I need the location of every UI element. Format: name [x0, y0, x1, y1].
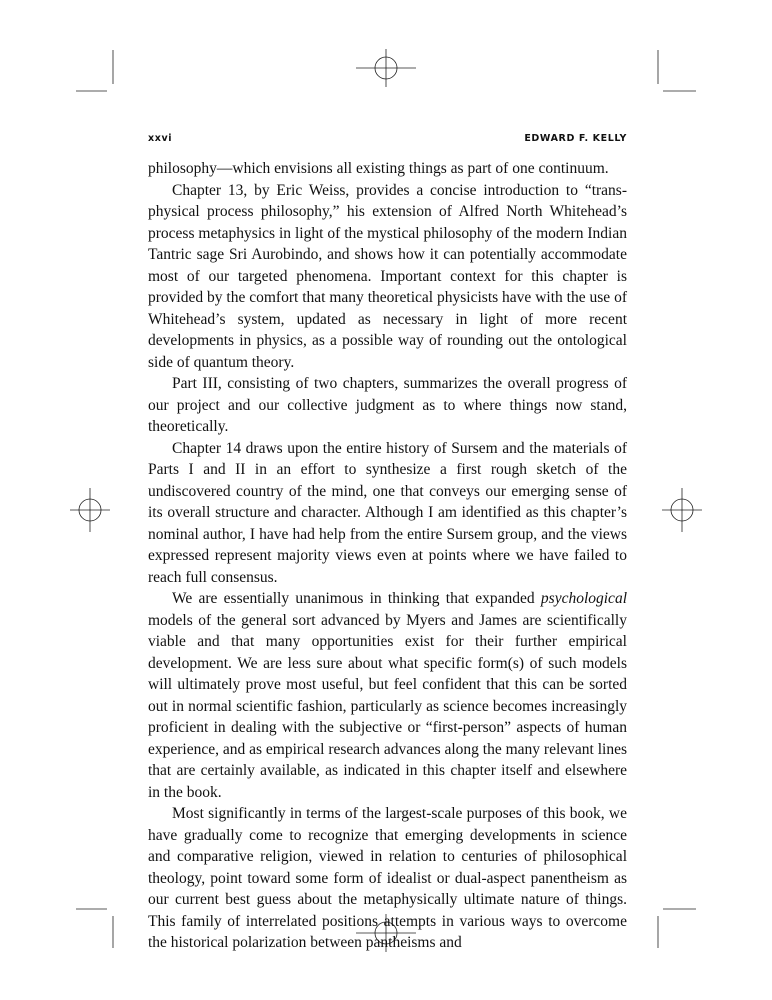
running-head [148, 133, 627, 149]
paragraph: Part III, consisting of two chapters, summarizes the overall progress of our project and our collective judgment as to where things now stand, theoretically. [148, 375, 627, 435]
paragraph: Chapter 14 draws upon the entire history of Sursem and the materials of Parts I and II in an effort to synthesize a first rough sketch of the undiscovered country of the mind, one that conveys our emerging sense of its overall structure and character. Although I am identified as this chapter’s nominal author, I have had help from the entire Sursem group, and the views expressed represent majority views even at points where we have failed to reach full consensus. [148, 439, 627, 586]
emphasized-word: psychological [540, 590, 627, 607]
paragraph [148, 588, 627, 803]
page-number: xxvi [148, 133, 173, 144]
paragraph: Chapter 13, by Eric Weiss, provides a concise introduction to “transphysical process philosophy,” his extension of Alfred North Whitehead’s process metaphysics in light of the mystical philosophy of the modern Indian Tantric sage Sri Aurobindo, and shows how it can potentially accommodate most of our targeted phenomena. Important context for this chapter is provided by the comfort that many theoretical physicists have with the use of Whitehead’s system, updated as necessary in light of more recent developments in physics, as a possible way of rounding out the ontological side of quantum theory. [148, 181, 627, 371]
body-text [148, 158, 627, 954]
registration-mark-left [70, 488, 110, 532]
paragraph-text: We are essentially unanimous in thinking that expanded [172, 590, 541, 607]
running-head-author: EDWARD F. KELLY [524, 133, 627, 144]
paragraph: philosophy—which envisions all existing things as part of one continuum. [148, 160, 609, 177]
paragraph: Most significantly in terms of the largest-scale purposes of this book, we have gradually come to recognize that emerging developments in science and comparative religion, viewed in relation to centuries of philosophical theology, point toward some form of idealist or dual-aspect panentheism as our current best guess about the metaphysically ultimate nature of things. This family of interrelated positions attempts in various ways to overcome the historical polarization between pantheisms and [148, 805, 627, 951]
paragraph-text: models of the general sort advanced by Myers and James are scientifically viable and that many opportunities exist for their further empirical development. We are less sure about what specific form(s) of such models will ultimately prove most useful, but feel confident that this can be sorted out in normal scientific fashion, particularly as science becomes increasingly proficient in dealing with the subjective or “first-person” aspects of human experience, and as empirical research advances along the many relevant lines that are certainly available, as indicated in this chapter itself and elsewhere in the book. [148, 611, 627, 801]
registration-mark-right [662, 488, 702, 532]
registration-mark-top [356, 49, 416, 87]
